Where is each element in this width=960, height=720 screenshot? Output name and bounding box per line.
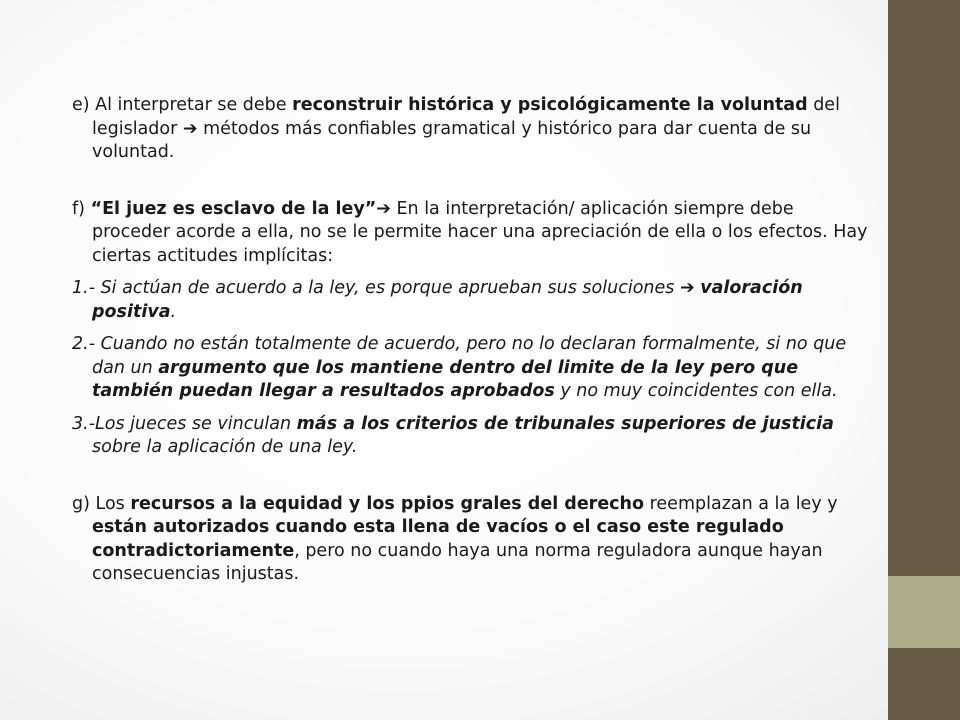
- paragraph-g-text-2: reemplazan a la ley y: [644, 493, 838, 514]
- paragraph-e: [72, 94, 872, 165]
- attitude-1-bold: valoración positiva: [92, 278, 803, 322]
- paragraph-g-bold-2: están autorizados cuando esta llena de vacíos o el caso este regulado contradictoriamente: [92, 517, 784, 561]
- paragraph-g-text: g) Los: [72, 493, 131, 514]
- paragraph-g: [72, 493, 872, 587]
- paragraph-e-text-3: métodos más confiables gramatical y histórico para dar cuenta de su voluntad.: [92, 118, 812, 162]
- paragraph-e-text-2: del legislador: [92, 95, 840, 139]
- paragraph-e-text: e) Al interpretar se debe: [72, 95, 293, 115]
- right-arrow-icon: ➔: [376, 198, 391, 219]
- paragraph-f-text-2: En la interpretación/ aplicación siempre debe proceder acorde a ella, no se le permite hacer una apreciación de ella o los efectos. Hay ciertas actitudes implícitas:: [92, 198, 868, 266]
- right-arrow-icon: ➔: [679, 278, 695, 298]
- attitude-2-text: 2.- Cuando no están totalmente de acuerdo, pero no lo declaran formalmente, si no que dan un: [72, 334, 847, 378]
- attitude-item-2: [72, 333, 872, 404]
- paragraph-f-text: f): [72, 198, 91, 219]
- attitude-3-text: 3.-Los jueces se vinculan: [72, 413, 297, 434]
- paragraph-g-bold: recursos a la equidad y los ppios grales del derecho: [130, 493, 645, 514]
- attitude-item-1: [72, 277, 872, 324]
- attitude-2-bold: argumento que los mantiene dentro del limite de la ley pero que también puedan llegar a resultados aprobados: [92, 357, 799, 401]
- paragraph-f: [72, 198, 872, 269]
- attitude-3-text-2: sobre la aplicación de una ley.: [92, 437, 358, 457]
- paragraph-g-text-3: , pero no cuando haya una norma reguladora aunque hayan consecuencias injustas.: [92, 540, 823, 584]
- attitude-1-period: .: [170, 301, 177, 322]
- side-accent-band: [888, 576, 960, 648]
- attitude-item-3: [72, 413, 872, 460]
- slide-body: [72, 94, 872, 587]
- attitude-3-bold: más a los criterios de tribunales superiores de justicia: [296, 413, 834, 434]
- attitude-1-text: 1.- Si actúan de acuerdo a la ley, es porque aprueban sus soluciones: [72, 278, 680, 298]
- paragraph-f-quote: “El juez es esclavo de la ley”: [90, 198, 377, 219]
- right-arrow-icon: ➔: [182, 118, 198, 139]
- attitude-2-text-2: y no muy coincidentes con ella.: [554, 381, 838, 401]
- paragraph-e-bold: reconstruir histórica y psicológicamente la voluntad: [292, 95, 808, 115]
